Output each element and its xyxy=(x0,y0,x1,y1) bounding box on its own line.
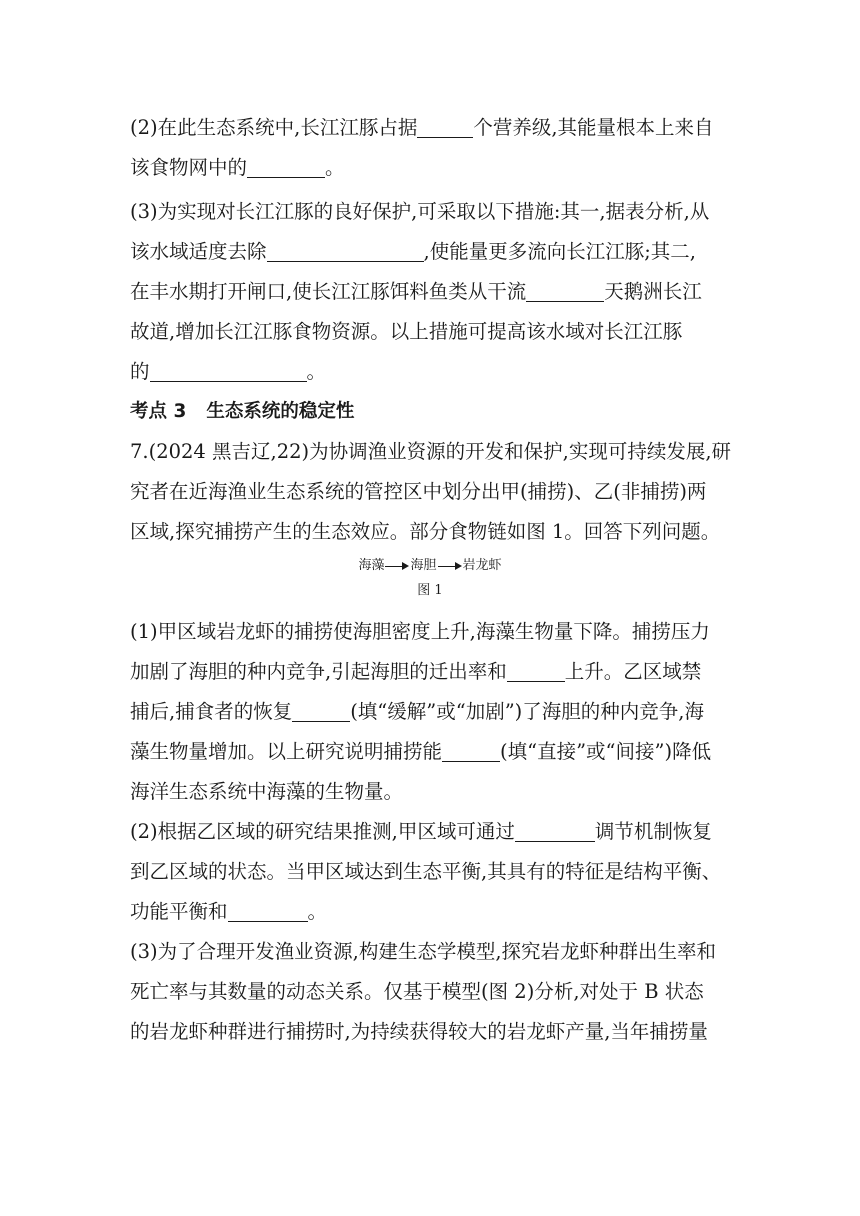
question-2-line-1: (2)在此生态系统中,长江江豚占据 个营养级,其能量根本上来自 xyxy=(130,116,714,139)
answer-blank xyxy=(442,739,500,762)
answer-blank xyxy=(417,115,473,138)
answer-blank xyxy=(247,155,325,178)
question-7-1-line-4: 藻生物量增加。以上研究说明捕捞能 (填“直接”或“间接”)降低 xyxy=(130,740,712,763)
answer-blank xyxy=(515,819,595,842)
question-7-2-line-3: 功能平衡和 。 xyxy=(130,900,328,923)
answer-blank xyxy=(507,659,565,682)
question-2 xyxy=(130,108,730,188)
question-3: (3)为实现对长江江豚的良好保护,可采取以下措施:其一,据表分析,从 该水域适度去除 ,使能量更多流向长江江豚;其二, 在丰水期打开闸口,使长江江豚饵料鱼类从干流 天鹅洲长江 故道,增加长江江豚食物资源。以上措施可提高该水域对长江江豚 的 。 xyxy=(130,192,730,392)
question-7-part-3: (3)为了合理开发渔业资源,构建生态学模型,探究岩龙虾种群出生率和 死亡率与其数量的动态关系。仅基于模型(图 2)分析,对处于 B 状态 的岩龙虾种群进行捕捞时,为持续获得较大的岩龙虾产量,当年捕捞量 xyxy=(130,940,717,1043)
question-3-line-3: 在丰水期打开闸口,使长江江豚饵料鱼类从干流 天鹅洲长江 xyxy=(130,280,702,303)
answer-blank xyxy=(526,279,604,302)
food-chain-node: 海胆 xyxy=(410,558,437,573)
arrow-icon xyxy=(438,561,462,571)
food-chain-node: 海藻 xyxy=(358,558,385,573)
question-3-line-2: 该水域适度去除 ,使能量更多流向长江江豚;其二, xyxy=(130,240,696,263)
question-7-part-1: (1)甲区域岩龙虾的捕捞使海胆密度上升,海藻生物量下降。捕捞压力 加剧了海胆的种内竞争,引起海胆的迁出率和 上升。乙区域禁 捕后,捕食者的恢复 (填“缓解”或“加剧”)了海胆的种内竞争,海 藻生物量增加。以上研究说明捕捞能 (填“直接”或“间接”)降低 海洋生态系统中海藻的生物量。 xyxy=(130,612,730,812)
question-7: 7.(2024 黑吉辽,22)为协调渔业资源的开发和保护,实现可持续发展,研 究者在近海渔业生态系统的管控区中划分出甲(捕捞)、乙(非捕捞)两 区域,探究捕捞产生的生态效应。部分食物链如图 1。回答下列问题。 xyxy=(130,440,732,543)
question-7-1-line-3: 捕后,捕食者的恢复 (填“缓解”或“加剧”)了海胆的种内竞争,海 xyxy=(130,700,704,723)
section-heading: 考点 3 生态系统的稳定性 xyxy=(130,401,355,422)
answer-blank xyxy=(150,359,307,382)
figure-caption: 图 1 xyxy=(417,583,443,598)
question-3-line-5: 的 。 xyxy=(130,360,327,383)
food-chain xyxy=(358,554,501,578)
question-7-part-2: (2)根据乙区域的研究结果推测,甲区域可通过 调节机制恢复 到乙区域的状态。当甲区域达到生态平衡,其具有的特征是结构平衡、 功能平衡和 。 xyxy=(130,812,730,932)
food-chain-node: 岩龙虾 xyxy=(462,558,502,573)
question-2-line-2: 该食物网中的 。 xyxy=(130,156,345,179)
answer-blank xyxy=(292,699,350,722)
question-7-2-line-1: (2)根据乙区域的研究结果推测,甲区域可通过 调节机制恢复 xyxy=(130,820,712,843)
answer-blank xyxy=(228,899,308,922)
question-7-1-line-2: 加剧了海胆的种内竞争,引起海胆的迁出率和 上升。乙区域禁 xyxy=(130,660,702,683)
figure-1 xyxy=(130,554,730,604)
document-page xyxy=(130,108,730,1052)
arrow-icon xyxy=(385,561,409,571)
answer-blank xyxy=(267,239,424,262)
